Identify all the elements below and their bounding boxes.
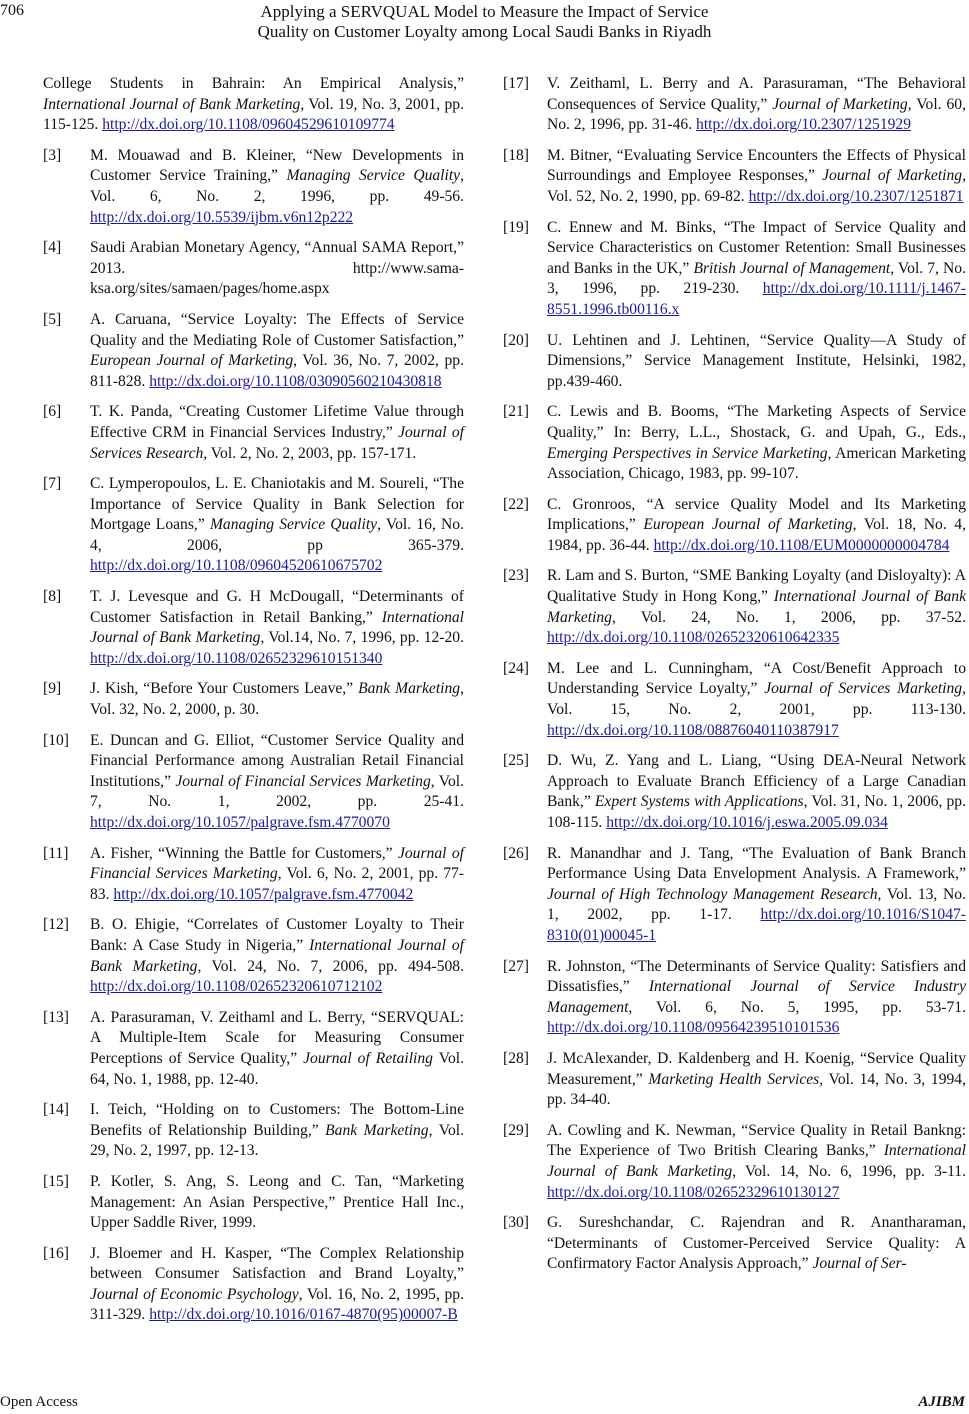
reference-body bbox=[90, 146, 464, 228]
journal-title: Journal of Marketing bbox=[772, 95, 908, 113]
reference-text: , Vol. 2, No. 2, 2003, pp. 157-171. bbox=[203, 444, 417, 462]
doi-link[interactable]: http://dx.doi.org/10.1057/palgrave.fsm.4770070 bbox=[90, 814, 390, 831]
reference-text: , Vol.14, No. 7, 1996, pp. 12-20. bbox=[260, 629, 464, 647]
reference-number: [22] bbox=[503, 495, 529, 513]
reference-text: C. Lewis and B. Booms, “The Marketing Aspects of Service Quality,” In: Berry, L.L., Shostack, G. and Upah, G., Eds., bbox=[547, 403, 966, 441]
reference-item bbox=[43, 310, 464, 392]
reference-item bbox=[503, 146, 966, 208]
doi-link[interactable]: http://dx.doi.org/10.2307/1251929 bbox=[696, 116, 912, 134]
reference-text: , Vol. 31, No. 1, 2006, pp. 108-115. bbox=[547, 793, 966, 831]
reference-number: [21] bbox=[503, 403, 529, 421]
reference-body bbox=[90, 587, 464, 669]
journal-title: Emerging Perspectives in Service Marketing bbox=[547, 444, 828, 462]
reference-item bbox=[503, 957, 966, 1039]
reference-number: [12] bbox=[43, 916, 69, 934]
doi-link[interactable]: http://dx.doi.org/10.2307/1251871 bbox=[748, 187, 964, 205]
doi-link[interactable]: http://dx.doi.org/10.1111/j.1467-8551.1996.tb00116.x bbox=[547, 280, 966, 318]
journal-title: Journal of Ser- bbox=[812, 1255, 907, 1273]
reference-text: , Vol. 29, No. 2, 1997, pp. 12-13. bbox=[90, 1121, 464, 1160]
reference-number: [8] bbox=[43, 588, 62, 606]
reference-text: A. Caruana, “Service Loyalty: The Effects of Service Quality and the Mediating Role of Customer Satisfaction,” bbox=[90, 310, 464, 349]
reference-text: , Vol. 60, No. 2, 1996, pp. 31-46. bbox=[547, 95, 966, 134]
doi-link[interactable]: http://dx.doi.org/10.1108/02652329610151340 bbox=[90, 649, 383, 667]
reference-item bbox=[43, 1100, 464, 1162]
journal-title: Bank Marketing bbox=[358, 680, 461, 698]
reference-number: [26] bbox=[503, 844, 529, 862]
reference-body bbox=[90, 1008, 464, 1090]
reference-item bbox=[43, 402, 464, 464]
reference-number: [10] bbox=[43, 731, 69, 749]
doi-link[interactable]: http://dx.doi.org/10.1108/02652329610130127 bbox=[547, 1183, 840, 1201]
reference-text: , Vol. 32, No. 2, 2000, p. 30. bbox=[90, 680, 464, 719]
journal-title: International Journal of Bank Marketing bbox=[90, 936, 465, 975]
journal-title: Expert Systems with Applications bbox=[594, 793, 804, 811]
left-column-references bbox=[43, 74, 464, 1336]
reference-body bbox=[547, 331, 966, 393]
page-number: 706 bbox=[0, 2, 24, 19]
reference-body bbox=[547, 751, 966, 833]
reference-text: , Vol. 24, No. 7, 2006, pp. 494-508. bbox=[197, 957, 464, 975]
reference-body bbox=[547, 218, 966, 321]
reference-text: C. Gronroos, “A service Quality Model and Its Marketing Implications,” bbox=[547, 495, 966, 534]
reference-item bbox=[43, 238, 464, 300]
reference-text: , Vol. 16, No. 4, 2006, pp 365-379. bbox=[90, 516, 464, 554]
reference-number: [17] bbox=[503, 75, 529, 92]
reference-text: , Vol. 6, No. 5, 1995, pp. 53-71. bbox=[628, 998, 966, 1016]
reference-text: College Students in Bahrain: An Empirical Analysis,” bbox=[43, 75, 464, 92]
reference-number: [19] bbox=[503, 218, 529, 236]
reference-text: U. Lehtinen and J. Lehtinen, “Service Quality—A Study of Dimensions,” Service Management Institute, Helsinki, 1982, pp.439-460. bbox=[547, 331, 966, 390]
running-title-line-1: Applying a SERVQUAL Model to Measure the Impact of Service bbox=[260, 2, 709, 21]
reference-text: P. Kotler, S. Ang, S. Leong and C. Tan, “Marketing Management: An Asian Perspective,” Prentice Hall Inc., Upper Saddle River, 1999. bbox=[90, 1172, 464, 1232]
reference-text: D. Wu, Z. Yang and L. Liang, “Using DEA-Neural Network Approach to Evaluate Branch Efficiency of a Large Canadian Bank,” bbox=[547, 752, 966, 811]
reference-number: [23] bbox=[503, 567, 529, 585]
reference-number: [16] bbox=[43, 1244, 69, 1262]
reference-item bbox=[43, 731, 464, 834]
reference-text: C. Ennew and M. Binks, “The Impact of Service Quality and Service Characteristics on Customer Retention: Small Businesses and Banks in the UK,” bbox=[547, 218, 966, 277]
journal-title: European Journal of Marketing bbox=[90, 352, 294, 370]
reference-number: [3] bbox=[43, 146, 62, 164]
reference-item bbox=[43, 1244, 464, 1326]
reference-item bbox=[43, 587, 464, 669]
reference-text: I. Teich, “Holding on to Customers: The Bottom-Line Benefits of Relationship Building,” bbox=[90, 1101, 464, 1139]
reference-text: , Vol. 15, No. 2, 2001, pp. 113-130. bbox=[547, 680, 966, 719]
reference-item bbox=[503, 566, 966, 648]
reference-body bbox=[90, 679, 464, 720]
reference-number: [5] bbox=[43, 310, 62, 328]
reference-text: R. Manandhar and J. Tang, “The Evaluation of Bank Branch Performance Using Data Envelopment Analysis. A Framework,” bbox=[547, 844, 966, 883]
reference-number: [13] bbox=[43, 1008, 69, 1026]
running-title-line-2: Quality on Customer Loyalty among Local Saudi Banks in Riyadh bbox=[257, 22, 712, 41]
reference-text: Vol. 64, No. 1, 1988, pp. 12-40. bbox=[90, 1049, 464, 1088]
doi-link[interactable]: http://dx.doi.org/10.1108/EUM0000000004784 bbox=[653, 536, 950, 554]
reference-number: [18] bbox=[503, 146, 529, 164]
reference-number: [29] bbox=[503, 1121, 529, 1139]
journal-title: Journal of High Technology Management Research bbox=[547, 885, 878, 903]
reference-text: , Vol. 6, No. 2, 2001, pp. 77-83. bbox=[90, 865, 464, 903]
journal-title: Journal of Marketing bbox=[822, 167, 963, 185]
reference-item bbox=[503, 844, 966, 947]
reference-item bbox=[503, 1049, 966, 1111]
reference-body bbox=[547, 74, 966, 136]
reference-body bbox=[90, 402, 464, 464]
reference-text: R. Johnston, “The Determinants of Service Quality: Satisfiers and Dissatisfies,” bbox=[547, 957, 966, 996]
reference-item bbox=[43, 474, 464, 577]
reference-body bbox=[90, 1100, 464, 1162]
reference-body bbox=[547, 402, 966, 484]
reference-number: [9] bbox=[43, 680, 62, 698]
reference-item bbox=[503, 74, 966, 136]
doi-link[interactable]: http://dx.doi.org/10.1016/S1047-8310(01)00045-1 bbox=[547, 906, 966, 944]
journal-title: Journal of Financial Services Marketing bbox=[175, 772, 431, 790]
doi-link[interactable]: http://dx.doi.org/10.1108/02652320610712102 bbox=[90, 978, 383, 996]
reference-text: A. Fisher, “Winning the Battle for Customers,” bbox=[90, 844, 398, 862]
reference-text: E. Duncan and G. Elliot, “Customer Service Quality and Financial Performance among Australian Retail Financial Institutions,” bbox=[90, 731, 464, 790]
reference-body bbox=[547, 659, 966, 741]
reference-number: [6] bbox=[43, 403, 62, 421]
reference-body bbox=[547, 566, 966, 648]
reference-number: [27] bbox=[503, 957, 529, 975]
doi-link[interactable]: http://dx.doi.org/10.1016/j.eswa.2005.09.034 bbox=[606, 814, 888, 831]
doi-link[interactable]: http://dx.doi.org/10.5539/ijbm.v6n12p222 bbox=[90, 208, 354, 226]
reference-text: J. Bloemer and H. Kasper, “The Complex Relationship between Consumer Satisfaction and Brand Loyalty,” bbox=[90, 1244, 464, 1283]
reference-item bbox=[503, 751, 966, 833]
reference-text: , Vol. 16, No. 2, 1995, pp. 311-329. bbox=[90, 1285, 464, 1324]
reference-number: [7] bbox=[43, 475, 62, 493]
reference-text: , Vol. 36, No. 7, 2002, pp. 811-828. bbox=[90, 352, 464, 390]
reference-item bbox=[503, 402, 966, 484]
reference-body bbox=[547, 1213, 966, 1275]
journal-title: Journal of Retailing bbox=[303, 1049, 433, 1067]
reference-text: J. Kish, “Before Your Customers Leave,” bbox=[90, 680, 359, 698]
reference-body bbox=[547, 1049, 966, 1111]
doi-link[interactable]: http://dx.doi.org/10.1108/09564239510101536 bbox=[547, 1019, 840, 1037]
journal-title: International Journal of Bank Marketing bbox=[90, 608, 464, 647]
reference-number: [15] bbox=[43, 1172, 69, 1190]
reference-item bbox=[43, 844, 464, 906]
reference-body bbox=[547, 1121, 966, 1203]
reference-item bbox=[43, 679, 464, 720]
reference-number: [4] bbox=[43, 239, 62, 257]
journal-title: Marketing Health Services bbox=[648, 1070, 820, 1088]
journal-title: International Journal of Service Industry Management bbox=[547, 978, 966, 1016]
journal-title: International Journal of Bank Marketing bbox=[43, 95, 301, 113]
doi-link[interactable]: http://dx.doi.org/10.1108/09604520610675702 bbox=[90, 557, 383, 575]
running-title bbox=[0, 2, 969, 42]
reference-text: T. K. Panda, “Creating Customer Lifetime Value through Effective CRM in Financial Services Industry,” bbox=[90, 403, 464, 441]
reference-number: [14] bbox=[43, 1101, 69, 1119]
journal-title: Journal of Services Marketing bbox=[764, 680, 963, 698]
journal-title: European Journal of Marketing bbox=[643, 516, 853, 534]
reference-body bbox=[90, 915, 464, 997]
reference-text: B. O. Ehigie, “Correlates of Customer Loyalty to Their Bank: A Case Study in Nigeria,” bbox=[90, 916, 464, 954]
journal-title: International Journal of Bank Marketing bbox=[547, 1142, 966, 1180]
journal-title: Journal of Services Research bbox=[90, 423, 464, 462]
journal-title: Journal of Economic Psychology bbox=[90, 1285, 299, 1303]
reference-text: Saudi Arabian Monetary Agency, “Annual SAMA Report,” 2013. http://www.sama-ksa.org/sites/samaen/pages/home.aspx bbox=[90, 239, 464, 298]
reference-text: , Vol. 24, No. 1, 2006, pp. 37-52. bbox=[611, 608, 966, 626]
reference-body bbox=[90, 1172, 464, 1234]
reference-item bbox=[503, 331, 966, 393]
doi-link[interactable]: http://dx.doi.org/10.1057/palgrave.fsm.4770042 bbox=[113, 885, 414, 903]
reference-text: , Vol. 18, No. 4, 1984, pp. 36-44. bbox=[547, 516, 966, 554]
journal-title: Managing Service Quality bbox=[209, 516, 378, 534]
reference-text: , Vol. 13, No. 1, 2002, pp. 1-17. bbox=[547, 885, 966, 924]
reference-text: A. Parasuraman, V. Zeithaml and L. Berry, “SERVQUAL: A Multiple-Item Scale for Measuring Consumer Perceptions of Service Quality,” bbox=[90, 1008, 464, 1067]
reference-number: [25] bbox=[503, 752, 529, 770]
reference-text: M. Bitner, “Evaluating Service Encounters the Effects of Physical Surroundings and Employee Responses,” bbox=[547, 146, 966, 185]
reference-text: M. Mouawad and B. Kleiner, “New Developments in Customer Service Training,” bbox=[90, 146, 464, 185]
reference-text: , American Marketing Association, Chicago, 1983, pp. 99-107. bbox=[547, 444, 966, 483]
reference-text: A. Cowling and K. Newman, “Service Quality in Retail Bankng: The Experience of Two British Clearing Banks,” bbox=[547, 1121, 966, 1160]
reference-text: , Vol. 14, No. 6, 1996, pp. 3-11. bbox=[732, 1162, 966, 1180]
reference-body bbox=[90, 238, 464, 300]
journal-title: Managing Service Quality bbox=[286, 167, 461, 185]
reference-item bbox=[503, 1213, 966, 1275]
reference-number: [28] bbox=[503, 1049, 529, 1067]
reference-number: [11] bbox=[43, 844, 69, 862]
reference-text: , Vol. 19, No. 3, 2001, pp. 115-125. bbox=[43, 95, 464, 134]
reference-text: , Vol. 52, No. 2, 1990, pp. 69-82. bbox=[547, 167, 966, 205]
reference-item bbox=[503, 1121, 966, 1203]
reference-number: [20] bbox=[503, 331, 529, 349]
reference-continuation bbox=[43, 74, 464, 136]
reference-body bbox=[90, 310, 464, 392]
doi-link[interactable]: http://dx.doi.org/10.1108/03090560210430818 bbox=[149, 372, 442, 390]
journal-title: Bank Marketing bbox=[325, 1121, 429, 1139]
reference-text: , Vol. 14, No. 3, 1994, pp. 34-40. bbox=[547, 1070, 966, 1109]
reference-item bbox=[503, 659, 966, 741]
reference-text: C. Lymperopoulos, L. E. Chaniotakis and M. Soureli, “The Importance of Service Quality in Bank Selection for Mortgage Loans,” bbox=[90, 475, 464, 534]
right-column-references bbox=[503, 74, 966, 1285]
reference-body bbox=[90, 731, 464, 834]
reference-item bbox=[43, 146, 464, 228]
reference-body bbox=[547, 495, 966, 557]
reference-body bbox=[90, 844, 464, 906]
reference-body bbox=[90, 1244, 464, 1326]
doi-link[interactable]: http://dx.doi.org/10.1108/09604529610109774 bbox=[102, 116, 395, 134]
doi-link[interactable]: http://dx.doi.org/10.1108/02652320610642335 bbox=[547, 629, 840, 647]
reference-item bbox=[503, 495, 966, 557]
reference-text: T. J. Levesque and G. H McDougall, “Determinants of Customer Satisfaction in Retail Banking,” bbox=[90, 588, 464, 626]
footer-open-access: Open Access bbox=[0, 1394, 78, 1410]
journal-title: International Journal of Bank Marketing bbox=[547, 588, 967, 626]
reference-text: G. Sureshchandar, C. Rajendran and R. Anantharaman, “Determinants of Customer-Perceived Service Quality: A Confirmatory Factor Analysis Approach,” bbox=[547, 1214, 966, 1273]
footer-journal-abbrev: AJIBM bbox=[918, 1394, 965, 1410]
reference-body bbox=[547, 146, 966, 208]
reference-text: M. Lee and L. Cunningham, “A Cost/Benefit Approach to Understanding Service Loyalty,” bbox=[547, 659, 966, 698]
reference-body bbox=[547, 957, 966, 1039]
reference-text: , Vol. 7, No. 3, 1996, pp. 219-230. bbox=[547, 259, 966, 298]
journal-title: Journal of Financial Services Marketing bbox=[90, 844, 464, 883]
reference-text: R. Lam and S. Burton, “SME Banking Loyalty (and Disloyalty): A Qualitative Study in Hong Kong,” bbox=[547, 567, 966, 606]
reference-number: [30] bbox=[503, 1214, 529, 1232]
journal-title: British Journal of Management bbox=[693, 259, 891, 277]
reference-text: V. Zeithaml, L. Berry and A. Parasuraman, “The Behavioral Consequences of Service Quality,” bbox=[547, 75, 966, 113]
reference-item bbox=[43, 1008, 464, 1090]
doi-link[interactable]: http://dx.doi.org/10.1016/0167-4870(95)00007-B bbox=[149, 1306, 458, 1324]
doi-link[interactable]: http://dx.doi.org/10.1108/08876040110387917 bbox=[547, 721, 839, 739]
reference-text: , Vol. 6, No. 2, 1996, pp. 49-56. bbox=[90, 167, 465, 205]
reference-text: J. McAlexander, D. Kaldenberg and H. Koenig, “Service Quality Measurement,” bbox=[547, 1049, 966, 1088]
reference-item bbox=[43, 1172, 464, 1234]
reference-number: [24] bbox=[503, 659, 529, 677]
reference-item bbox=[43, 915, 464, 997]
reference-body bbox=[547, 844, 966, 947]
reference-item bbox=[503, 218, 966, 321]
reference-text: , Vol. 7, No. 1, 2002, pp. 25-41. bbox=[90, 772, 464, 811]
reference-body bbox=[90, 474, 464, 577]
